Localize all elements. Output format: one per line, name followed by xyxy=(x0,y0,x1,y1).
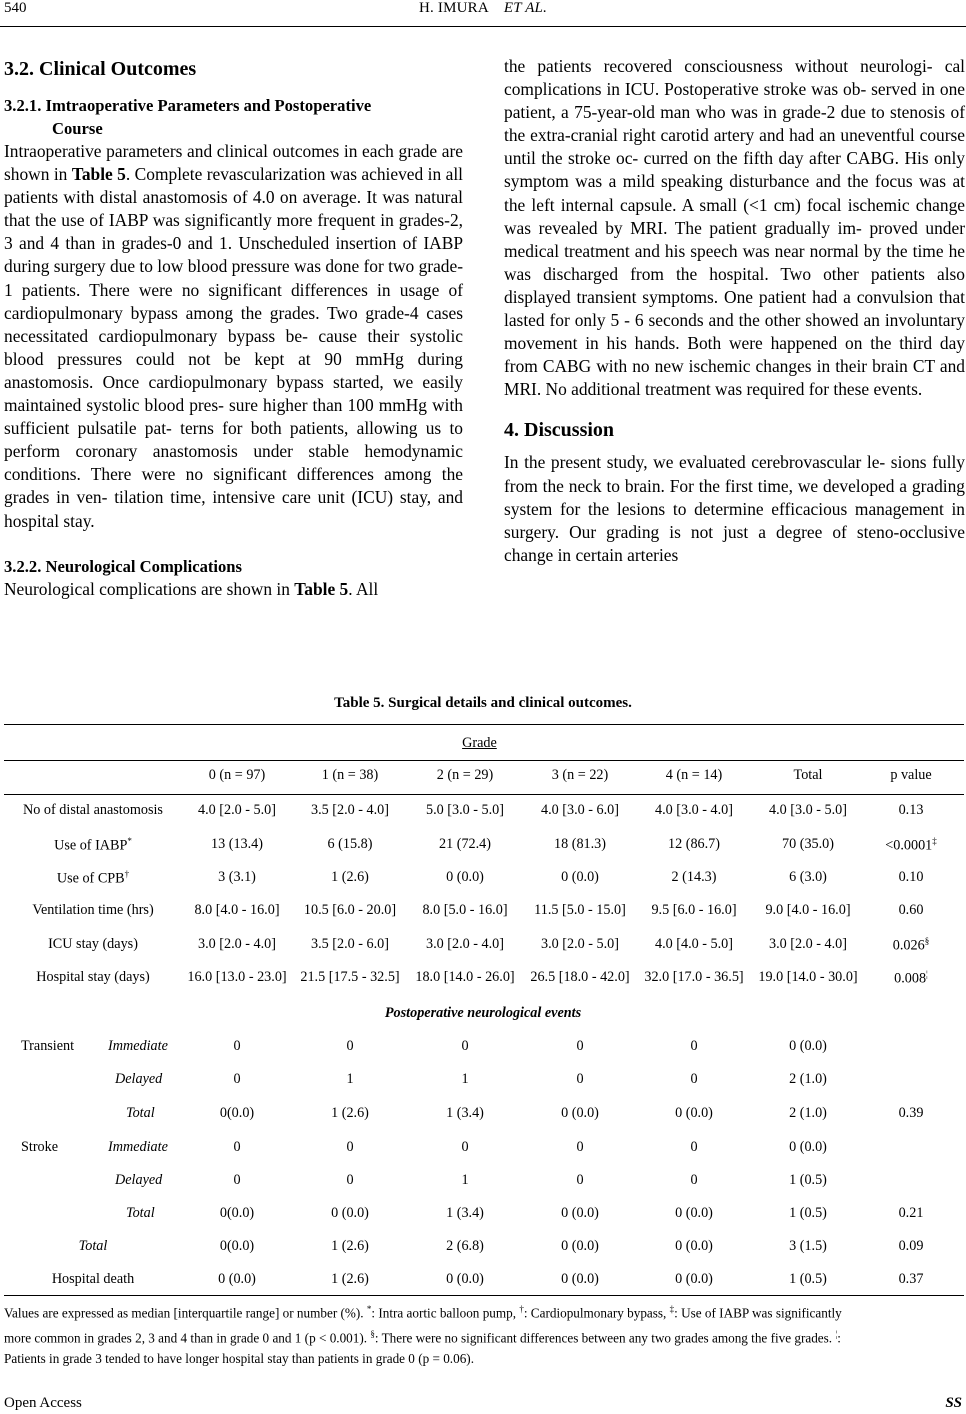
table-cell: 1 xyxy=(461,1071,469,1087)
p-value-cell: 0.13 xyxy=(898,802,924,818)
section-title-discussion: 4. Discussion xyxy=(504,419,615,442)
table-cell: 0 xyxy=(690,1172,698,1188)
table-cell: 11.5 [5.0 - 15.0] xyxy=(534,902,626,918)
row-sub-label: Immediate xyxy=(108,1139,168,1155)
table-cell: 0 xyxy=(576,1172,584,1188)
table-cell: 4.0 [2.0 - 5.0] xyxy=(197,802,277,818)
table-cell: 26.5 [18.0 - 42.0] xyxy=(530,969,630,985)
table-cell: 0 (0.0) xyxy=(789,1038,827,1054)
p-value-cell: 0.026§ xyxy=(892,936,930,954)
table-cell: 1 (2.6) xyxy=(331,1238,369,1254)
table-header-bottom-rule xyxy=(4,794,964,795)
row-group-label: Stroke xyxy=(21,1139,59,1155)
table-cell: 18 (81.3) xyxy=(553,836,606,852)
row-label: ICU stay (days) xyxy=(48,936,138,952)
table-cell: 13 (13.4) xyxy=(210,836,263,852)
table-cell: 10.5 [6.0 - 20.0] xyxy=(303,902,397,918)
table-cell: 1 (0.5) xyxy=(789,1172,827,1188)
table-cell: 0 (0.0) xyxy=(218,1271,256,1287)
paragraph-discussion: In the present study, we evaluated cerebrovascular le- sions fully from the neck to brain. For the first time, we developed a grading system for the lesions to determine efficacious management in surgery. Our grading is not just a degree of steno-occlusive change in certain arteries xyxy=(504,452,965,565)
table-cell: 0 (0.0) xyxy=(561,1271,599,1287)
column-header: 1 (n = 38) xyxy=(321,767,379,783)
subsection-title-neuro: 3.2.2. Neurological Complications xyxy=(4,556,242,576)
table-cell: 1 (3.4) xyxy=(446,1205,484,1221)
subsection-title-line1: 3.2.1. Imtraoperative Parameters and Postoperative xyxy=(4,96,372,115)
table-cell: 0 xyxy=(233,1071,241,1087)
row-label: Ventilation time (hrs) xyxy=(32,902,154,918)
column-header: 2 (n = 29) xyxy=(436,767,494,783)
table-cell: 1 (2.6) xyxy=(331,869,369,885)
table-cell: 12 (86.7) xyxy=(667,836,720,852)
table-cell: 21.5 [17.5 - 32.5] xyxy=(300,969,400,985)
footer-journal-code: SS xyxy=(945,1395,962,1411)
table-cell: 8.0 [4.0 - 16.0] xyxy=(194,902,280,918)
table-cell: 0 (0.0) xyxy=(675,1271,713,1287)
p-value-cell: 0.37 xyxy=(898,1271,924,1287)
header-rule xyxy=(0,26,966,27)
table-cell: 2 (1.0) xyxy=(789,1071,827,1087)
table-cell: 5.0 [3.0 - 5.0] xyxy=(425,802,505,818)
table-cell: 0 xyxy=(576,1139,584,1155)
p-value-cell: 0.39 xyxy=(898,1105,924,1121)
row-sub-label: Delayed xyxy=(115,1172,163,1188)
row-label: Use of CPB† xyxy=(56,869,130,887)
column-header: 4 (n = 14) xyxy=(665,767,723,783)
running-head-etal: ET AL. xyxy=(503,0,548,16)
row-label: Hospital death xyxy=(51,1271,135,1287)
row-sub-label: Total xyxy=(126,1205,155,1221)
table-cell: 70 (35.0) xyxy=(781,836,834,852)
paragraph-intraoperative: Intraoperative parameters and clinical outcomes in each grade are shown in Table 5. Complete revascularization was achieved in all patients with distal anastomosis of 4.0 on average. It was natural that the use of IABP was significantly more frequent in grades-2, 3 and 4 than in grades-0 and 1. Unscheduled insertion of IABP during surgery due to low blood pressure was done for two grade-1 patients. There were no significant differences in usage of cardiopulmonary bypass among the grades. Two grade-4 cases necessitated cardiopulmonary bypass be- cause their systolic blood pressures could not be kept at 90 mmHg during anastomosis. Once cardiopulmonary bypass started, we easily maintained systolic blood pres- sure higher than 100 mmHg with sufficient pulsatile pat- terns for both patients, allowing us to perform coronary anastomosis under stable hemodynamic conditions. There were no significant differences among the grades in ven- tilation time, intensive care unit (ICU) stay, and hospital stay. xyxy=(4,141,464,531)
table-cell: 0 xyxy=(690,1139,698,1155)
column-header: 0 (n = 97) xyxy=(208,767,266,783)
table-cell: 0 (0.0) xyxy=(561,1238,599,1254)
table-cell: 1 (0.5) xyxy=(789,1205,827,1221)
p-value-cell: <0.0001‡ xyxy=(885,836,937,854)
table-cell: 0 (0.0) xyxy=(446,869,484,885)
row-label: Use of IABP* xyxy=(54,836,132,854)
table-cell: 18.0 [14.0 - 26.0] xyxy=(415,969,515,985)
subsection-title-line2: Course xyxy=(52,119,103,138)
table-cell: 0 xyxy=(690,1038,698,1054)
table-cell: 32.0 [17.0 - 36.5] xyxy=(644,969,744,985)
row-group-label: Transient xyxy=(21,1038,75,1054)
page-number: 540 xyxy=(4,0,27,16)
running-head xyxy=(0,0,966,17)
table-cell: 4.0 [3.0 - 6.0] xyxy=(540,802,620,818)
table-cell: 3.5 [2.0 - 4.0] xyxy=(310,802,390,818)
table-cell: 1 xyxy=(461,1172,469,1188)
table-cell: 1 xyxy=(346,1071,354,1087)
table-ref: Table 5 xyxy=(294,578,349,599)
row-sub-label: Immediate xyxy=(108,1038,168,1054)
table-cell: 4.0 [3.0 - 4.0] xyxy=(654,802,734,818)
paragraph-neuro-start: Neurological complications are shown in Table 5. All xyxy=(4,578,379,599)
table-cell: 0 (0.0) xyxy=(561,869,599,885)
table-top-rule xyxy=(4,724,964,725)
row-sub-label: Delayed xyxy=(115,1071,163,1087)
table-cell: 0 (0.0) xyxy=(561,1105,599,1121)
table-cell: 2 (6.8) xyxy=(446,1238,484,1254)
table-cell: 0 xyxy=(346,1038,354,1054)
p-value-cell: 0.21 xyxy=(898,1205,924,1221)
column-header: p value xyxy=(890,767,932,783)
column-header: Total xyxy=(793,767,823,783)
table-cell: 0(0.0) xyxy=(219,1105,255,1121)
p-value-cell: 0.10 xyxy=(898,869,924,885)
table-cell: 0(0.0) xyxy=(219,1238,255,1254)
table-cell: 1 (3.4) xyxy=(446,1105,484,1121)
row-sub-label: Total xyxy=(126,1105,155,1121)
table-cell: 0 (0.0) xyxy=(789,1139,827,1155)
table-cell: 1 (2.6) xyxy=(331,1105,369,1121)
table-footnote: Values are expressed as median [interquartile range] or number (%). *: Intra aortic balloon pump, †: Cardiopulmonary bypass, ‡: Use of IABP was significantly more common in grades 2, 3 and 4 than in grade 0 and 1 (p < 0.001). §: There were no significant differences between any two grades among the five grades. ¦: Patients in grade 3 tended to have longer hospital stay than patients in grade 0 (p = 0.06). xyxy=(4,1304,842,1366)
table-cell: 3.0 [2.0 - 4.0] xyxy=(197,936,277,952)
table-header-rule xyxy=(4,760,964,761)
table-cell: 0 (0.0) xyxy=(675,1105,713,1121)
row-label: Hospital stay (days) xyxy=(36,969,150,985)
table-cell: 0 (0.0) xyxy=(675,1238,713,1254)
running-head-author: H. IMURA xyxy=(418,0,489,16)
table-cell: 2 (1.0) xyxy=(789,1105,827,1121)
table-cell: 2 (14.3) xyxy=(671,869,717,885)
table-cell: 0 (0.0) xyxy=(446,1271,484,1287)
table-cell: 0 (0.0) xyxy=(561,1205,599,1221)
table-cell: 0 (0.0) xyxy=(675,1205,713,1221)
right-column xyxy=(504,55,965,567)
table-cell: 16.0 [13.0 - 23.0] xyxy=(187,969,287,985)
table-cell: 0 xyxy=(233,1038,241,1054)
table-cell: 4.0 [4.0 - 5.0] xyxy=(654,936,734,952)
row-label: Total xyxy=(78,1238,108,1254)
p-value-cell: 0.09 xyxy=(898,1238,924,1254)
table-cell: 0 xyxy=(576,1071,584,1087)
grade-header: Grade xyxy=(462,735,497,751)
table-cell: 3.0 [2.0 - 4.0] xyxy=(425,936,505,952)
footer-open-access: Open Access xyxy=(4,1395,82,1411)
table-cell: 3.0 [2.0 - 4.0] xyxy=(768,936,848,952)
table-cell: 3.5 [2.0 - 6.0] xyxy=(310,936,390,952)
table-cell: 0 xyxy=(461,1038,469,1054)
table-cell: 0(0.0) xyxy=(219,1205,255,1221)
table-cell: 0 xyxy=(346,1139,354,1155)
table-cell: 21 (72.4) xyxy=(438,836,491,852)
table-cell: 0 xyxy=(233,1172,241,1188)
table-cell: 0 xyxy=(461,1139,469,1155)
table-cell: 6 (3.0) xyxy=(789,869,827,885)
table-cell: 0 (0.0) xyxy=(331,1205,369,1221)
section-title-clinical-outcomes: 3.2. Clinical Outcomes xyxy=(4,58,197,80)
subsection-title-intraoperative xyxy=(4,94,463,140)
column-header: 3 (n = 22) xyxy=(551,767,609,783)
table-cell: 9.5 [6.0 - 16.0] xyxy=(651,902,737,918)
table-cell: 4.0 [3.0 - 5.0] xyxy=(768,802,848,818)
table-cell: 3.0 [2.0 - 5.0] xyxy=(540,936,620,952)
table-cell: 9.0 [4.0 - 16.0] xyxy=(765,902,851,918)
table-cell: 19.0 [14.0 - 30.0] xyxy=(758,969,858,985)
table-cell: 0 xyxy=(346,1172,354,1188)
table-section-label: Postoperative neurological events xyxy=(384,1005,582,1021)
table-ref: Table 5 xyxy=(71,164,126,185)
p-value-cell: 0.008¦ xyxy=(894,969,928,987)
table-cell: 0 xyxy=(690,1071,698,1087)
table-cell: 3 (1.5) xyxy=(789,1238,827,1254)
table-cell: 1 (0.5) xyxy=(789,1271,827,1287)
row-label: No of distal anastomosis xyxy=(23,802,163,818)
table-bottom-rule xyxy=(4,1295,964,1296)
paragraph-neuro-continued: the patients recovered consciousness without neurologi- cal complications in ICU. Postoperative stroke was ob- served in one patient, a 75-year-old man who was in grade-2 due to stenosis of the extra-cranial right carotid artery and had an uneventful course until the stroke oc- curred on the fifth day after CABG. His only symptom was a mild speaking disturbance and the focus was at the left internal capsule. A small (<1 cm) focal ischemic change was revealed by MRI. The patient gradually im- proved under medical treatment and his speech was near normal by the time he was discharged from the hospital. Two other patients also displayed transient symptoms. One patient had a convulsion that lasted for only 5 - 6 seconds and the other showed an involuntary movement in his hands. Both were happened on the third day from CABG with no new ischemic changes in their brain CT and MRI. No additional treatment was required for these events. xyxy=(504,56,965,400)
table-cell: 8.0 [5.0 - 16.0] xyxy=(422,902,508,918)
p-value-cell: 0.60 xyxy=(898,902,924,918)
table-cell: 0 xyxy=(576,1038,584,1054)
left-column xyxy=(4,56,463,601)
table-caption: Table 5. Surgical details and clinical outcomes. xyxy=(334,695,632,711)
table-cell: 6 (15.8) xyxy=(327,836,373,852)
table-cell: 3 (3.1) xyxy=(218,869,256,885)
table-cell: 0 xyxy=(233,1139,241,1155)
table-cell: 1 (2.6) xyxy=(331,1271,369,1287)
